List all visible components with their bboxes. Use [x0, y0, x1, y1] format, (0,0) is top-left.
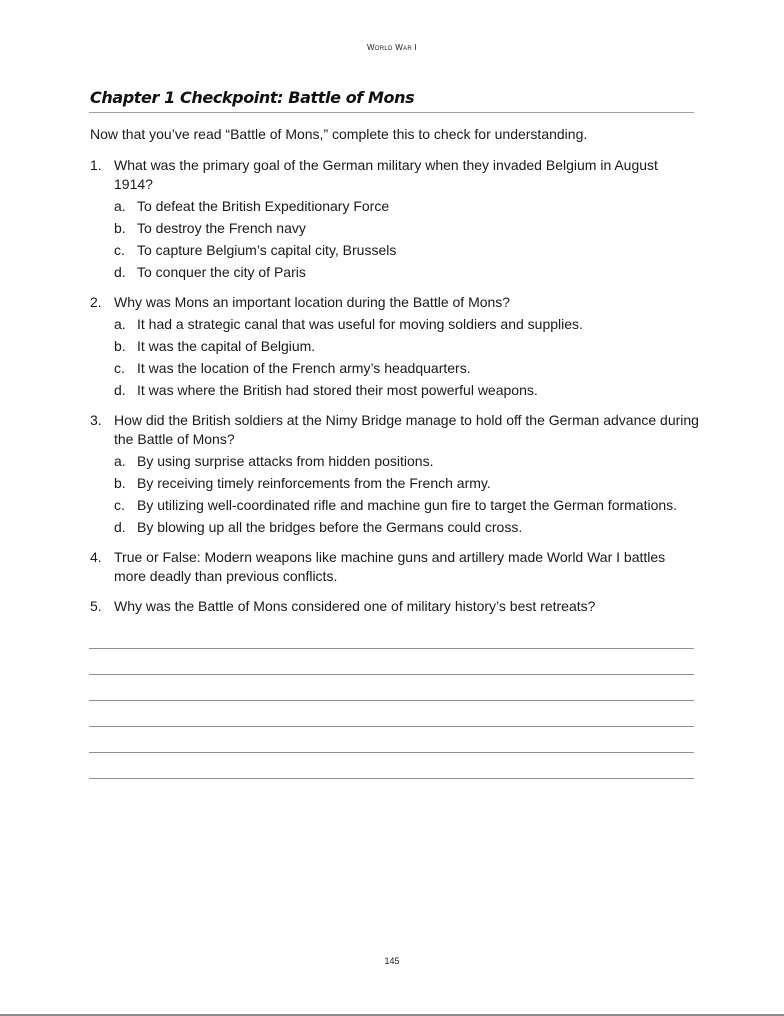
answer-line	[89, 674, 694, 675]
option-a	[114, 452, 700, 471]
question-number: 3.	[90, 412, 102, 428]
option-text: To capture Belgium’s capital city, Brussels	[137, 242, 397, 258]
question-number: 1.	[90, 157, 102, 173]
chapter-title: Chapter 1 Checkpoint: Battle of Mons	[90, 88, 415, 107]
option-letter: a.	[114, 316, 126, 332]
option-letter: a.	[114, 198, 126, 214]
option-text: By blowing up all the bridges before the Germans could cross.	[137, 519, 523, 535]
option-a	[114, 315, 700, 334]
question-text: True or False: Modern weapons like machine guns and artillery made World War I battles more deadly than previous conflicts.	[114, 549, 666, 584]
option-a	[114, 197, 700, 216]
option-text: To conquer the city of Paris	[137, 264, 306, 280]
option-letter: d.	[114, 264, 126, 280]
option-c	[114, 359, 700, 378]
option-letter: c.	[114, 497, 125, 513]
option-text: By using surprise attacks from hidden positions.	[137, 453, 434, 469]
option-letter: c.	[114, 242, 125, 258]
option-text: By utilizing well-coordinated rifle and machine gun fire to target the German formations.	[137, 497, 678, 513]
option-letter: d.	[114, 519, 126, 535]
option-text: It was the capital of Belgium.	[137, 338, 316, 354]
question-number: 4.	[90, 549, 102, 565]
option-list	[114, 197, 700, 282]
question-2	[90, 293, 700, 400]
option-list	[114, 315, 700, 400]
option-letter: d.	[114, 382, 126, 398]
title-divider	[89, 112, 694, 113]
question-text: What was the primary goal of the German military when they invaded Belgium in August 1914?	[114, 157, 658, 192]
option-b	[114, 337, 700, 356]
question-text: Why was the Battle of Mons considered one of military history’s best retreats?	[114, 598, 596, 614]
option-letter: c.	[114, 360, 125, 376]
running-header: World War I	[366, 43, 418, 52]
option-text: It had a strategic canal that was useful for moving soldiers and supplies.	[137, 316, 583, 332]
option-c	[114, 241, 700, 260]
option-letter: b.	[114, 338, 126, 354]
intro-text: Now that you’ve read “Battle of Mons,” complete this to check for understanding.	[90, 126, 588, 142]
option-text: It was where the British had stored their most powerful weapons.	[137, 382, 538, 398]
question-list	[90, 156, 700, 627]
question-text: Why was Mons an important location during the Battle of Mons?	[114, 294, 511, 310]
option-d	[114, 518, 700, 537]
option-list	[114, 452, 700, 537]
answer-line	[89, 648, 694, 649]
option-b	[114, 474, 700, 493]
question-5	[90, 597, 700, 616]
question-4	[90, 548, 700, 586]
answer-line	[89, 778, 694, 779]
question-number: 5.	[90, 598, 102, 614]
answer-line	[89, 752, 694, 753]
option-letter: b.	[114, 475, 126, 491]
answer-line	[89, 700, 694, 701]
option-c	[114, 496, 700, 515]
option-text: By receiving timely reinforcements from the French army.	[137, 475, 491, 491]
option-d	[114, 381, 700, 400]
question-number: 2.	[90, 294, 102, 310]
answer-line	[89, 726, 694, 727]
answer-lines	[89, 648, 694, 804]
option-letter: a.	[114, 453, 126, 469]
question-text: How did the British soldiers at the Nimy Bridge manage to hold off the German advance during the Battle of Mons?	[114, 412, 699, 447]
page-number: 145	[384, 956, 400, 966]
option-text: To destroy the French navy	[137, 220, 306, 236]
option-d	[114, 263, 700, 282]
option-b	[114, 219, 700, 238]
option-letter: b.	[114, 220, 126, 236]
question-3	[90, 411, 700, 537]
option-text: To defeat the British Expeditionary Force	[137, 198, 390, 214]
option-text: It was the location of the French army’s headquarters.	[137, 360, 471, 376]
question-1	[90, 156, 700, 282]
